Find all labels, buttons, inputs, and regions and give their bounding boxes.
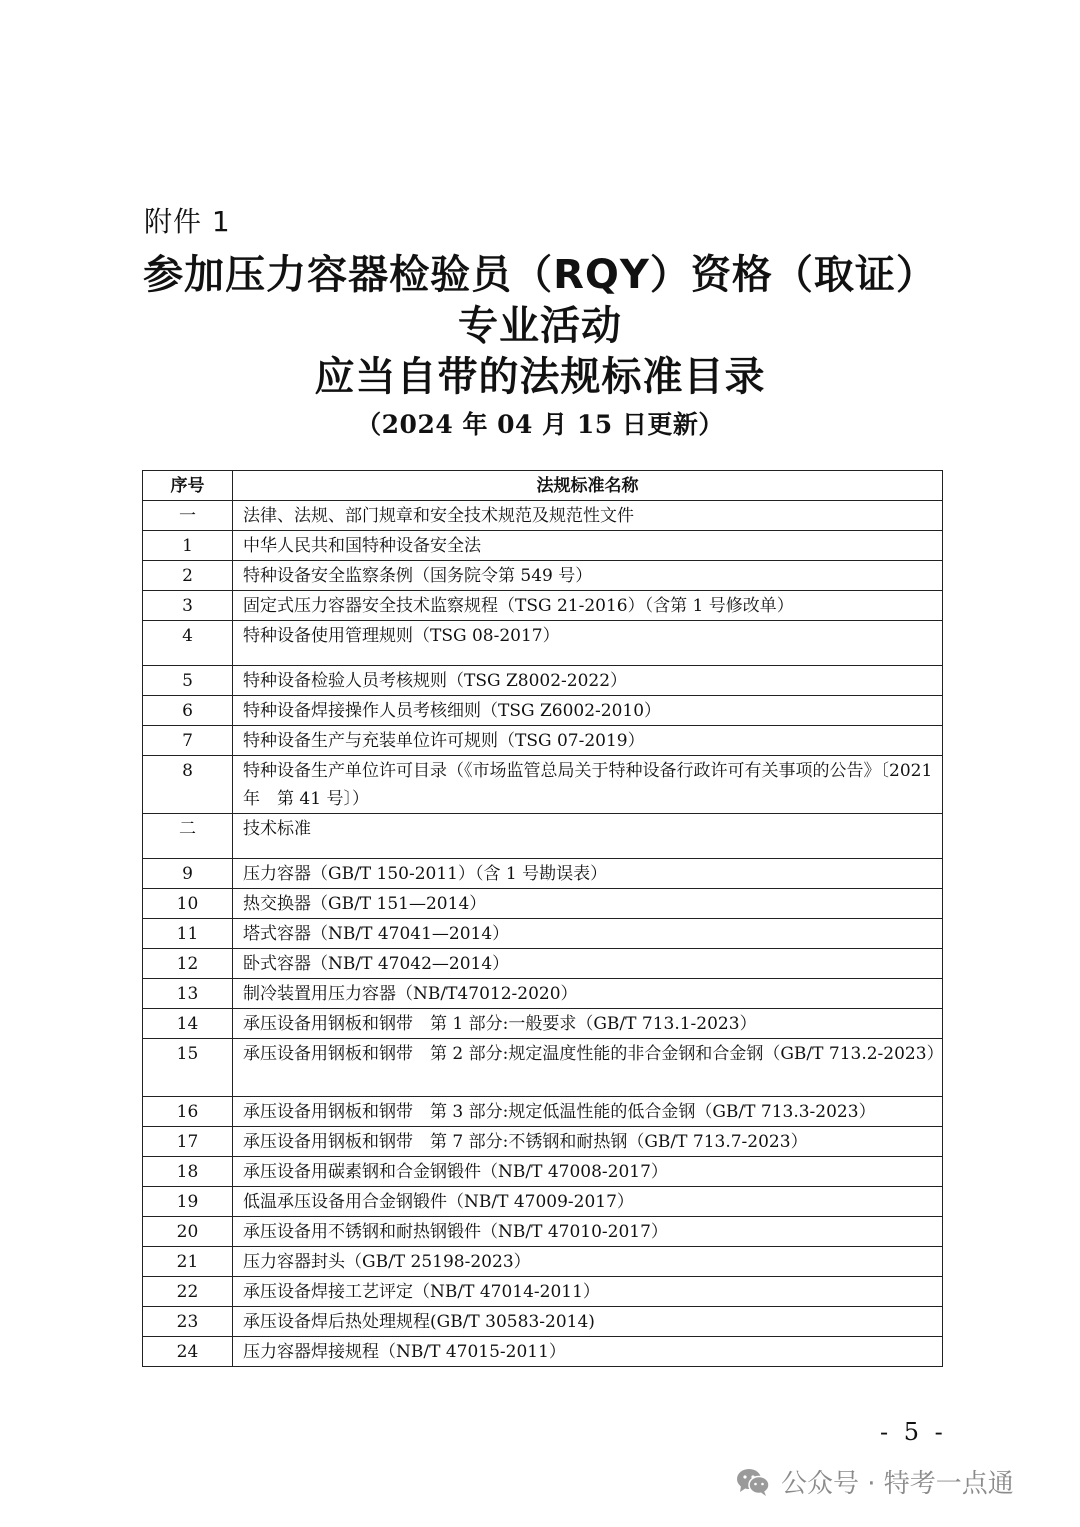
row-number: 22 <box>143 1277 233 1307</box>
row-title: 中华人民共和国特种设备安全法 <box>233 531 943 561</box>
row-number: 2 <box>143 561 233 591</box>
row-title: 特种设备生产与充装单位许可规则（TSG 07-2019） <box>233 726 943 756</box>
table-row <box>143 621 943 666</box>
table-row <box>143 1039 943 1097</box>
row-title: 承压设备用钢板和钢带 第 7 部分:不锈钢和耐热钢（GB/T 713.7-2023） <box>233 1127 943 1157</box>
row-number: 14 <box>143 1009 233 1039</box>
row-title: 特种设备检验人员考核规则（TSG Z8002-2022） <box>233 666 943 696</box>
row-title: 压力容器（GB/T 150-2011）（含 1 号勘误表） <box>233 859 943 889</box>
row-title: 承压设备用不锈钢和耐热钢锻件（NB/T 47010-2017） <box>233 1217 943 1247</box>
regulations-table <box>142 470 943 1367</box>
table-row <box>143 1337 943 1367</box>
table-row <box>143 501 943 531</box>
row-number: 3 <box>143 591 233 621</box>
row-title: 热交换器（GB/T 151—2014） <box>233 889 943 919</box>
row-number: 7 <box>143 726 233 756</box>
column-header-name: 法规标准名称 <box>233 471 943 501</box>
row-number: 11 <box>143 919 233 949</box>
row-title: 法律、法规、部门规章和安全技术规范及规范性文件 <box>233 501 943 531</box>
attachment-label: 附件 1 <box>144 205 231 238</box>
table-row <box>143 814 943 859</box>
column-header-number: 序号 <box>143 471 233 501</box>
table-row <box>143 1217 943 1247</box>
document-title-line-3: 应当自带的法规标准目录 <box>314 354 766 400</box>
row-number: 13 <box>143 979 233 1009</box>
table-row <box>143 979 943 1009</box>
row-number: 16 <box>143 1097 233 1127</box>
row-number: 12 <box>143 949 233 979</box>
table-row <box>143 591 943 621</box>
table-row <box>143 1247 943 1277</box>
row-number: 19 <box>143 1187 233 1217</box>
row-title: 特种设备安全监察条例（国务院令第 549 号） <box>233 561 943 591</box>
row-title: 承压设备用钢板和钢带 第 3 部分:规定低温性能的低合金钢（GB/T 713.3-2023） <box>233 1097 943 1127</box>
table-row <box>143 531 943 561</box>
row-title: 承压设备用钢板和钢带 第 2 部分:规定温度性能的非合金钢和合金钢（GB/T 713.2-2023） <box>233 1039 943 1097</box>
table-row <box>143 1097 943 1127</box>
row-number: 24 <box>143 1337 233 1367</box>
row-title: 压力容器封头（GB/T 25198-2023） <box>233 1247 943 1277</box>
table-row <box>143 949 943 979</box>
row-number: 23 <box>143 1307 233 1337</box>
row-number: 10 <box>143 889 233 919</box>
row-title: 技术标准 <box>233 814 943 859</box>
table-row <box>143 1307 943 1337</box>
table-row <box>143 726 943 756</box>
watermark-text: 公众号 · 特考一点通 <box>781 1469 1014 1499</box>
row-title: 承压设备用钢板和钢带 第 1 部分:一般要求（GB/T 713.1-2023） <box>233 1009 943 1039</box>
document-title-line-1: 参加压力容器检验员（RQY）资格（取证） <box>143 252 937 298</box>
row-number: 20 <box>143 1217 233 1247</box>
table-row <box>143 696 943 726</box>
row-number: 5 <box>143 666 233 696</box>
table-row <box>143 1127 943 1157</box>
table-row <box>143 859 943 889</box>
table-header-row <box>143 471 943 501</box>
row-title: 特种设备焊接操作人员考核细则（TSG Z6002-2010） <box>233 696 943 726</box>
row-title: 承压设备焊后热处理规程(GB/T 30583-2014) <box>233 1307 943 1337</box>
table-row <box>143 561 943 591</box>
wechat-icon <box>735 1467 771 1497</box>
row-number: 21 <box>143 1247 233 1277</box>
row-title: 压力容器焊接规程（NB/T 47015-2011） <box>233 1337 943 1367</box>
row-number: 4 <box>143 621 233 666</box>
row-number: 二 <box>143 814 233 859</box>
row-title: 承压设备用碳素钢和合金钢锻件（NB/T 47008-2017） <box>233 1157 943 1187</box>
table-row <box>143 919 943 949</box>
table-row <box>143 756 943 814</box>
row-title: 卧式容器（NB/T 47042—2014） <box>233 949 943 979</box>
table-row <box>143 1157 943 1187</box>
row-title: 制冷装置用压力容器（NB/T47012-2020） <box>233 979 943 1009</box>
table-row <box>143 1009 943 1039</box>
table-row <box>143 1277 943 1307</box>
row-number: 17 <box>143 1127 233 1157</box>
row-title: 固定式压力容器安全技术监察规程（TSG 21-2016）（含第 1 号修改单） <box>233 591 943 621</box>
page-number: - 5 - <box>880 1418 947 1446</box>
document-title-line-2: 专业活动 <box>458 303 622 349</box>
row-number: 一 <box>143 501 233 531</box>
table-row <box>143 889 943 919</box>
table-row <box>143 1187 943 1217</box>
row-number: 6 <box>143 696 233 726</box>
row-number: 18 <box>143 1157 233 1187</box>
table-row <box>143 666 943 696</box>
row-number: 8 <box>143 756 233 814</box>
row-title: 特种设备使用管理规则（TSG 08-2017） <box>233 621 943 666</box>
row-number: 1 <box>143 531 233 561</box>
row-number: 15 <box>143 1039 233 1097</box>
wechat-watermark <box>735 1463 1014 1500</box>
row-title: 承压设备焊接工艺评定（NB/T 47014-2011） <box>233 1277 943 1307</box>
update-date-note: （2024 年 04 月 15 日更新） <box>356 410 724 439</box>
row-number: 9 <box>143 859 233 889</box>
row-title: 低温承压设备用合金钢锻件（NB/T 47009-2017） <box>233 1187 943 1217</box>
row-title: 特种设备生产单位许可目录（《市场监管总局关于特种设备行政许可有关事项的公告》〔2021 年 第 41 号〕） <box>233 756 943 814</box>
row-title: 塔式容器（NB/T 47041—2014） <box>233 919 943 949</box>
